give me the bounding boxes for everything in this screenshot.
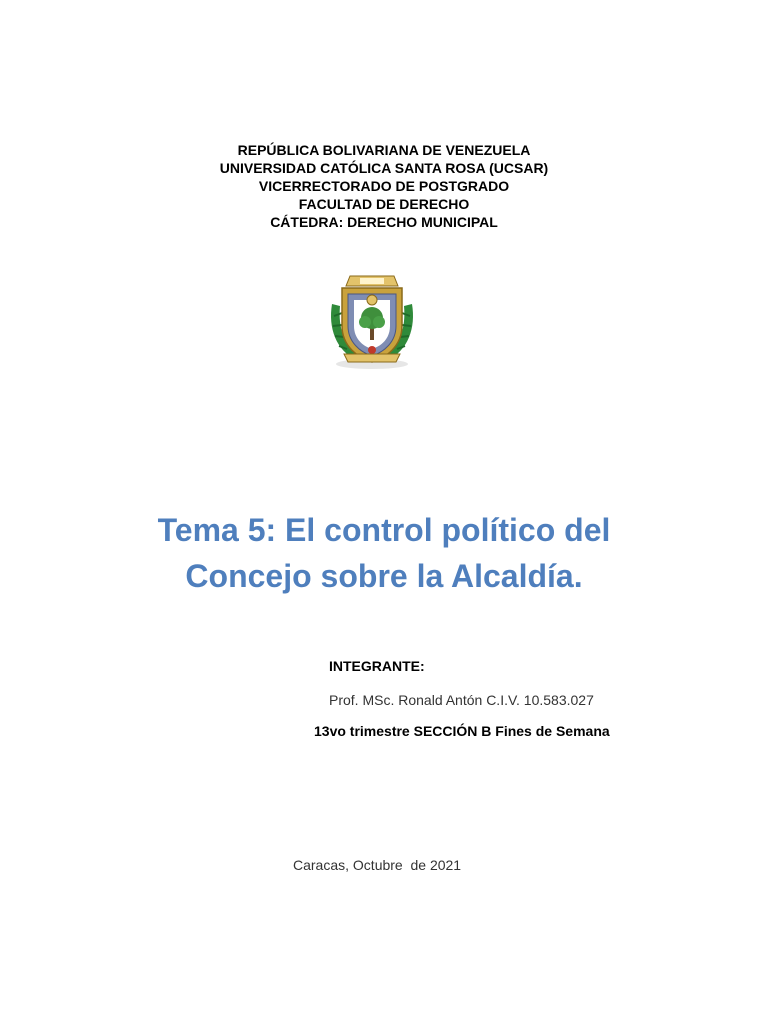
course-section: 13vo trimestre SECCIÓN B Fines de Semana — [314, 723, 610, 739]
title-line-2: Concejo sobre la Alcaldía. — [185, 558, 583, 594]
member-name: Prof. MSc. Ronald Antón C.I.V. 10.583.027 — [329, 692, 594, 708]
university-seal-icon — [326, 268, 418, 370]
seal-graphic — [326, 268, 418, 370]
header-line-country: REPÚBLICA BOLIVARIANA DE VENEZUELA — [237, 142, 531, 158]
place-date: Caracas, Octubre de 2021 — [293, 857, 462, 873]
title-line-1: Tema 5: El control político del — [157, 512, 611, 548]
header-line-vicerrectorado: VICERRECTORADO DE POSTGRADO — [258, 178, 510, 194]
header-line-university: UNIVERSIDAD CATÓLICA SANTA ROSA (UCSAR) — [219, 160, 549, 176]
institution-header — [0, 141, 768, 231]
header-line-faculty: FACULTAD DE DERECHO — [298, 196, 470, 212]
document-title — [0, 507, 768, 599]
header-line-course: CÁTEDRA: DERECHO MUNICIPAL — [270, 214, 498, 230]
integrante-label: INTEGRANTE: — [329, 658, 425, 674]
